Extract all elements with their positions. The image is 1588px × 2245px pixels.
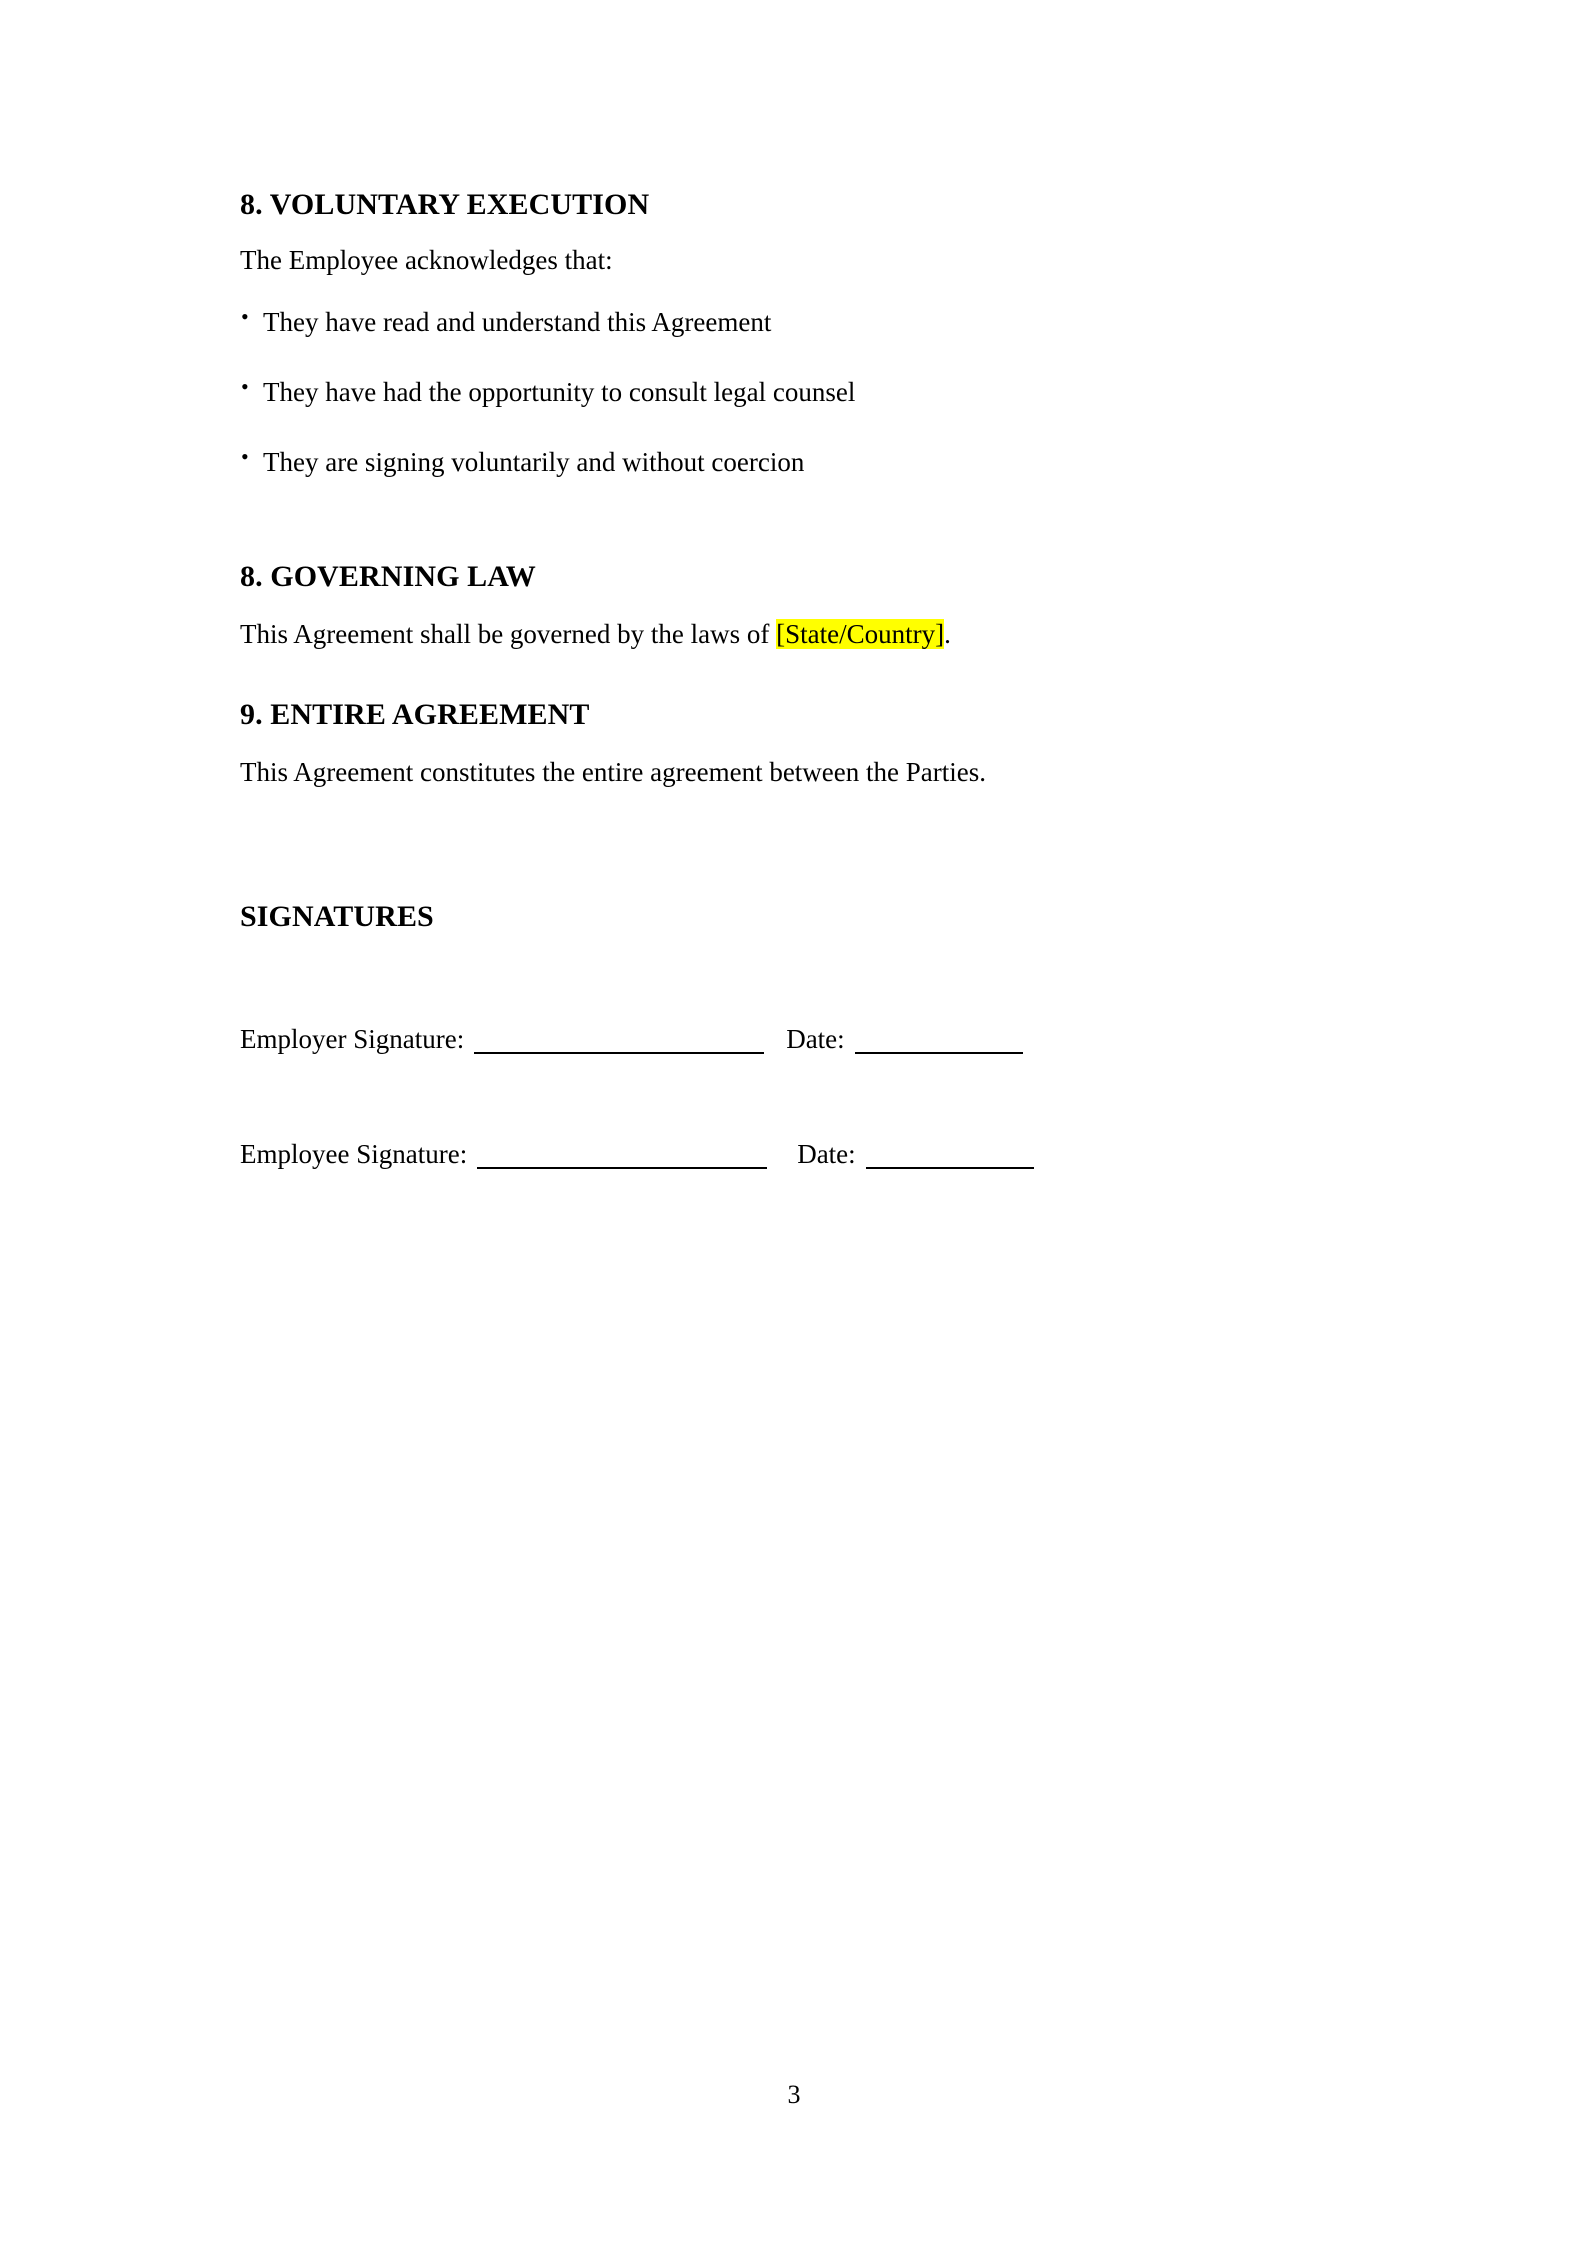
list-item-label: They have read and understand this Agreement [263,307,772,337]
bullet-icon: • [241,374,249,400]
voluntary-execution-lead-text: The Employee acknowledges that: [240,245,613,275]
list-item-label: They are signing voluntarily and without coercion [263,447,805,478]
section-heading-governing-law: 8. GOVERNING LAW [240,560,536,593]
page-number: 3 [787,2080,801,2109]
employer-signature-label: Employer Signature: [240,1024,465,1054]
employer-date-label: Date: [786,1024,845,1054]
employer-date-field[interactable] [855,1052,1023,1054]
section-heading-entire-agreement: 9. ENTIRE AGREEMENT [240,698,590,731]
signature-row-employee [240,1137,1400,1172]
bullet-icon: • [241,444,249,470]
employee-signature-label: Employee Signature: [240,1139,468,1169]
employee-signature-field[interactable] [477,1167,767,1169]
governing-law-text-before: This Agreement shall be governed by the laws of [240,619,777,649]
bullet-icon: • [241,304,249,329]
list-item-label: They have had the opportunity to consult legal counsel [263,377,856,408]
employer-signature-field[interactable] [474,1052,764,1054]
employee-date-label: Date: [797,1139,856,1169]
list-item [240,375,855,410]
entire-agreement-body-text: This Agreement constitutes the entire agreement between the Parties. [240,757,986,787]
list-item [240,445,855,480]
employee-date-field[interactable] [866,1167,1034,1169]
signature-row-employer [240,1022,1400,1057]
governing-law-text-after: . [944,619,951,649]
state-country-placeholder-highlight: [State/Country] [776,619,945,649]
governing-law-body-text [240,617,951,652]
list-item [240,305,855,340]
section-heading-signatures: SIGNATURES [240,900,434,933]
voluntary-execution-bullet-list [240,305,855,480]
section-heading-voluntary-execution: 8. VOLUNTARY EXECUTION [240,188,650,221]
